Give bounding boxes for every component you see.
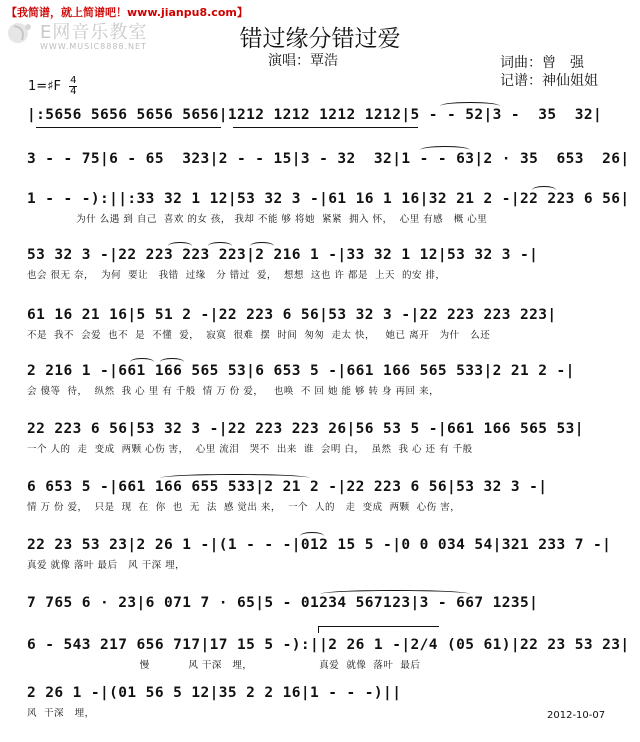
notation-line: 6 653 5 -|661 166 655 533|2 21 2 -|22 223 6 56|53 32 3 -| [27, 479, 548, 495]
slur-mark [250, 242, 274, 250]
notation-line: 3 - - 75|6 - 65 323|2 - - 15|3 - 32 32|1 - - 63|2 · 35 653 26| [27, 151, 630, 167]
notation-line: 22 23 53 23|2 26 1 -|(1 - - -|012 15 5 -|0 0 034 54|321 233 7 -| [27, 537, 612, 553]
singer-credit: 演唱：覃浩 [268, 53, 338, 69]
time-signature [69, 76, 77, 97]
lyrics-line: 会 傻等 待， 纵然 我 心 里 有 千般 情 万 份 爱， 也唤 不 回 她 能 够 转 身 再回 来， [27, 386, 440, 397]
lyrics-line: 真爱 就像 落叶 最后 风 干深 埋， [27, 560, 186, 571]
slur-mark [532, 186, 556, 194]
slur-mark [208, 242, 232, 250]
slur-mark [320, 590, 470, 598]
notation-line: 2 26 1 -|(01 56 5 12|35 2 2 16|1 - - -)|| [27, 685, 402, 701]
lyrics-line: 也会 很无 奈， 为何 要让 我错 过缘 分 错过 爱， 想想 这也 许 都是 上天 的安 排， [27, 270, 446, 281]
watermark-logo-text: E网音乐教室 [40, 22, 148, 43]
lyricist-credit: 词曲：曾 强 [500, 55, 584, 71]
lyrics-line: 一个 人的 走 变成 两颗 心伤 害， 心里 流泪 哭不 出来 谁 会明 白， 虽然 我 心 还 有 千般 [27, 444, 473, 455]
notation-line: 53 32 3 -|22 223 223 223|2 216 1 -|33 32 1 12|53 32 3 -| [27, 247, 539, 263]
lyrics-line: 慢 风 干深 埋， 真爱 就像 落叶 最后 [27, 660, 421, 671]
slur-mark [420, 146, 470, 154]
lyrics-line: 不是 我不 会爱 也不 是 不懂 爱， 寂寞 很难 摆 时间 匆匆 走太 快， 她已 离开 为什 么还 [27, 330, 491, 341]
slur-mark [300, 532, 324, 540]
notation-line: 1 - - -):||:33 32 1 12|53 32 3 -|61 16 1 16|32 21 2 -|22 223 6 56| [27, 191, 630, 207]
notation-line: 2 216 1 -|661 166 565 53|6 653 5 -|661 166 565 533|2 21 2 -| [27, 363, 575, 379]
watermark-url: WWW.MUSIC8888.NET [40, 42, 147, 51]
notation-line: 61 16 21 16|5 51 2 -|22 223 6 56|53 32 3 -|22 223 223 223| [27, 307, 557, 323]
slur-mark [160, 474, 310, 482]
notation-line: 7 765 6 · 23|6 071 7 · 65|5 - 01234 567123|3 - 667 1235| [27, 595, 539, 611]
watermark-link[interactable]: 【我简谱，就上简谱吧！www.jianpu8.com】 [6, 6, 248, 19]
lyrics-line: 情 万 份 爱， 只是 现 在 你 也 无 法 感 觉出 来， 一个 人的 走 变成 两颗 心伤 害， [27, 502, 461, 513]
underline-beam [233, 127, 418, 128]
meter-bottom: 4 [70, 86, 77, 97]
key-signature [28, 76, 77, 97]
lyrics-line: 风 干深 埋， [27, 708, 95, 719]
slur-mark [440, 102, 500, 110]
slur-mark [168, 242, 192, 250]
second-ending-bracket [318, 626, 439, 633]
meter-top: 4 [70, 75, 77, 86]
notation-line: 22 223 6 56|53 32 3 -|22 223 223 26|56 53 5 -|661 166 565 53| [27, 421, 584, 437]
lyrics-line: 为什 么遇 到 自己 喜欢 的女 孩， 我却 不能 够 将她 紧紧 拥入 怀， 心里 有感 概 心里 [27, 214, 488, 225]
key-label: 1=♯F [28, 79, 61, 94]
song-title: 错过缘分错过爱 [239, 26, 401, 52]
underline-beam [36, 127, 221, 128]
slur-mark [160, 358, 184, 366]
slur-mark [130, 358, 154, 366]
notation-line: 6 - 543 217 656 717|17 15 5 -):||2 26 1 -|2/4 (05 61)|22 23 53 23| [27, 637, 630, 653]
notation-line: |:5656 5656 5656 5656|1212 1212 1212 1212|5 - - 52|3 - 35 32| [27, 107, 603, 123]
record-date: 2012-10-07 [547, 710, 606, 721]
recorder-credit: 记谱：神仙姐姐 [500, 73, 598, 89]
